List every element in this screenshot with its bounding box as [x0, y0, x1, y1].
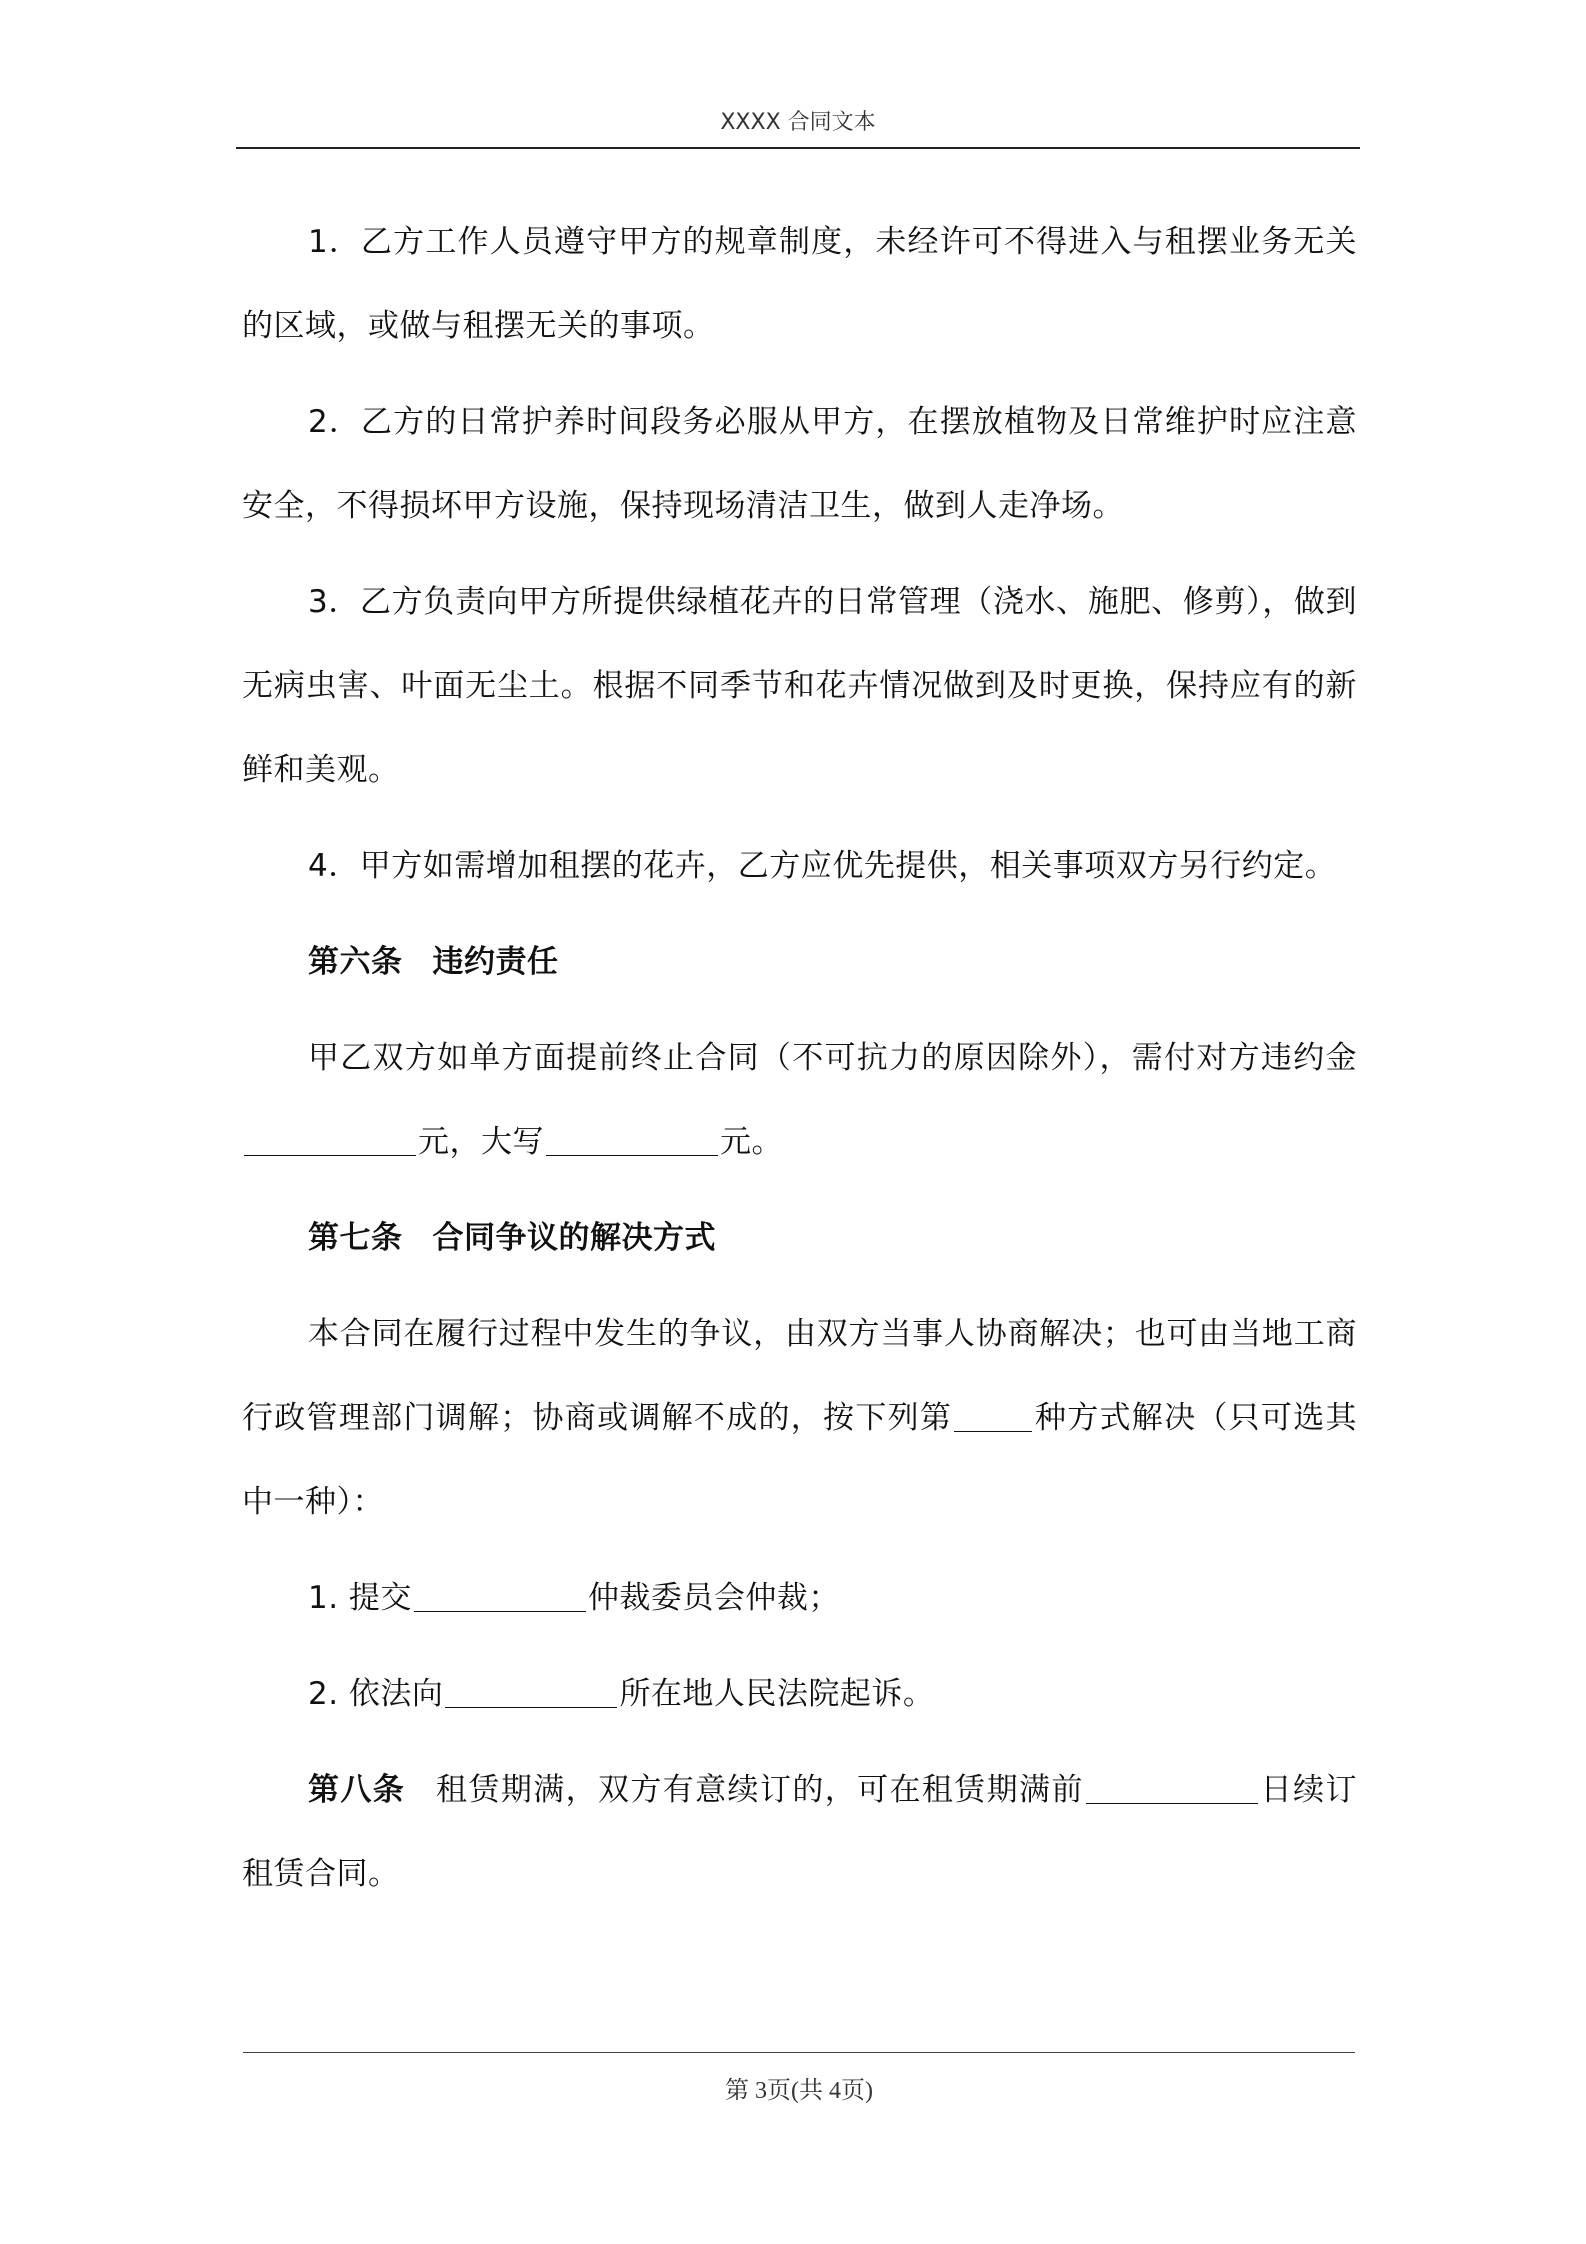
- article-7-text-a: 本合同在履行过程中发生的争议，由双方当事人协商解决；也可由当地工商行政管理部门调解；协商或调解不成的，按下列第: [242, 1316, 1357, 1436]
- footer-divider: [243, 2052, 1355, 2053]
- article-7-title: 合同争议的解决方式: [432, 1220, 716, 1256]
- clause-3: 3．乙方负责向甲方所提供绿植花卉的日常管理（浇水、施肥、修剪），做到无病虫害、叶面无尘土。根据不同季节和花卉情况做到及时更换，保持应有的新鲜和美观。: [242, 584, 1357, 788]
- penalty-amount-words-blank: [546, 1125, 718, 1156]
- article-8-number: 第八条: [308, 1772, 406, 1808]
- method-choice-blank: [954, 1401, 1032, 1432]
- article-6-number: 第六条: [308, 944, 403, 980]
- header-divider: [236, 147, 1360, 149]
- option-2-text-a: 2. 依法向: [308, 1676, 444, 1712]
- option-1-text-b: 仲裁委员会仲裁；: [587, 1580, 840, 1616]
- article-6-heading: [242, 920, 1357, 1004]
- article-7-heading: [242, 1196, 1357, 1280]
- article-8-text-a: 租赁期满，双方有意续订的，可在租赁期满前: [435, 1772, 1084, 1808]
- article-6-text: [242, 1016, 1357, 1184]
- option-2-text-b: 所在地人民法院起诉。: [619, 1676, 935, 1712]
- contract-body: [242, 200, 1357, 1928]
- clause-1: 1．乙方工作人员遵守甲方的规章制度，未经许可不得进入与租摆业务无关的区域，或做与租摆无关的事项。: [242, 224, 1357, 344]
- article-6-title: 违约责任: [432, 944, 559, 980]
- article-7-text: [242, 1292, 1357, 1544]
- penalty-amount-blank: [244, 1125, 416, 1156]
- article-6-text-c: 元。: [720, 1124, 783, 1160]
- article-6-text-b: 元，大写: [418, 1124, 544, 1160]
- article-8-text-b: 日续订租赁合同。: [242, 1772, 1358, 1892]
- article-7-option-2: [242, 1652, 1357, 1736]
- clause-2: 2．乙方的日常护养时间段务必服从甲方，在摆放植物及日常维护时应注意安全，不得损坏甲方设施，保持现场清洁卫生，做到人走净场。: [242, 404, 1357, 524]
- renewal-days-blank: [1086, 1773, 1258, 1804]
- option-1-text-a: 1. 提交: [308, 1580, 412, 1616]
- article-7-text-b: 种方式解决（只可选其中一种）：: [242, 1400, 1357, 1520]
- article-6-text-a: 甲乙双方如单方面提前终止合同（不可抗力的原因除外），需付对方违约金: [308, 1040, 1357, 1076]
- court-location-blank: [445, 1677, 617, 1708]
- arbitration-committee-blank: [414, 1581, 586, 1612]
- article-8-text: [242, 1748, 1357, 1916]
- article-7-number: 第七条: [308, 1220, 403, 1256]
- page-header-title: XXXX 合同文本: [720, 110, 876, 135]
- page-number: 第 3页(共 4页): [725, 2078, 873, 2104]
- clause-4: 4．甲方如需增加租摆的花卉，乙方应优先提供，相关事项双方另行约定。: [308, 848, 1337, 884]
- article-7-option-1: [242, 1556, 1357, 1640]
